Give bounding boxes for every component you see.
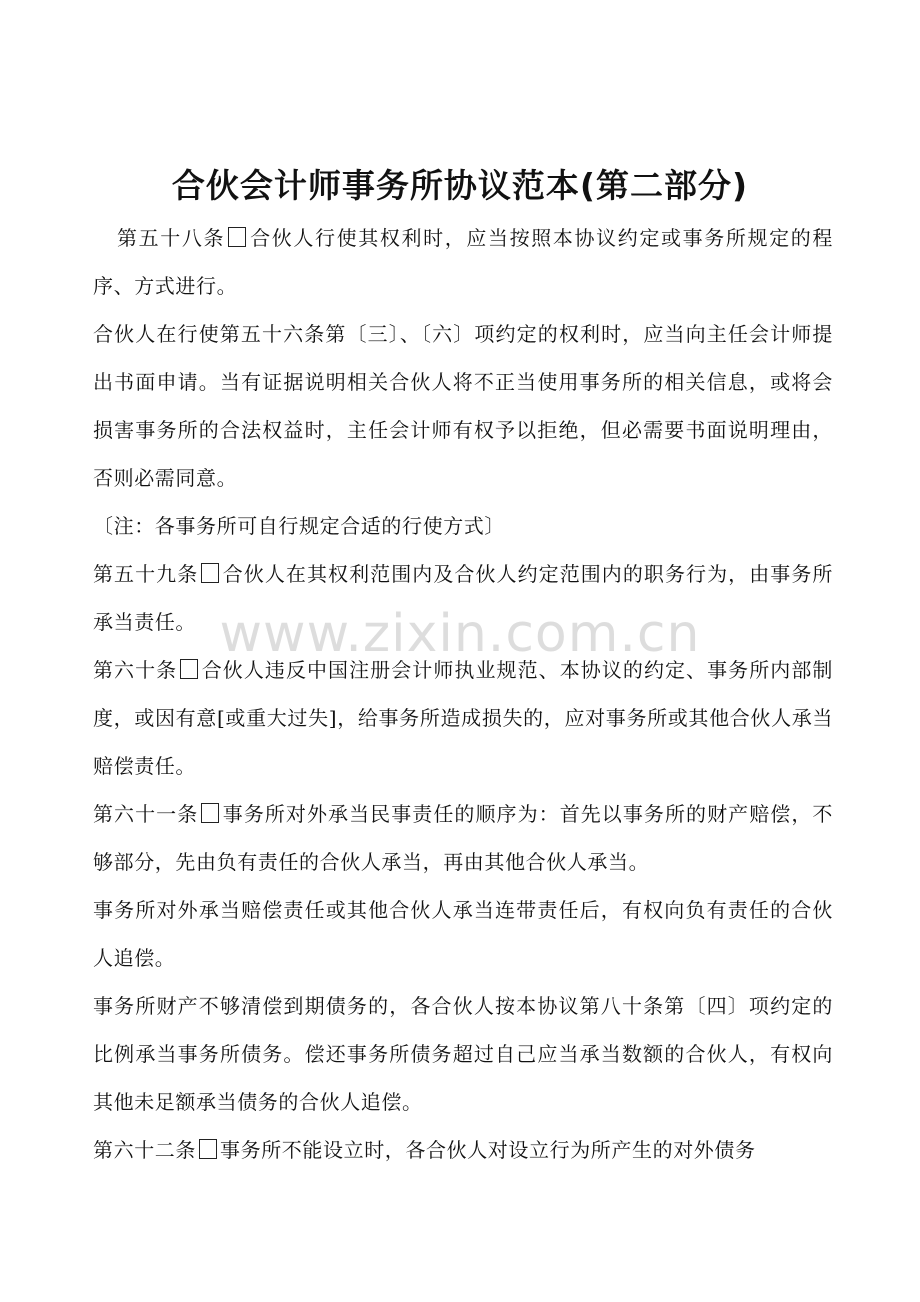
placeholder-box-icon xyxy=(199,1139,217,1159)
article-58-number: 第五十八条 xyxy=(117,226,226,250)
document-body xyxy=(93,214,833,1174)
article-60 xyxy=(93,646,833,790)
article-61 xyxy=(93,790,833,886)
watermark: www.zixin.com.cn xyxy=(219,604,701,664)
placeholder-box-icon xyxy=(228,227,246,247)
article-62 xyxy=(93,1126,833,1174)
note-paragraph: 〔注：各事务所可自行规定合适的行使方式〕 xyxy=(93,514,505,538)
document-title: 合伙会计师事务所协议范本(第二部分) xyxy=(171,166,749,205)
article-62-text: 事务所不能设立时，各合伙人对设立行为所产生的对外债务 xyxy=(220,1138,756,1162)
paragraph: 事务所对外承当赔偿责任或其他合伙人承当连带责任后，有权向负有责任的合伙人追偿。 xyxy=(93,898,833,970)
article-60-number: 第六十条 xyxy=(93,658,178,682)
article-59-number: 第五十九条 xyxy=(93,562,199,586)
paragraph: 事务所财产不够清偿到期债务的，各合伙人按本协议第八十条第〔四〕项约定的比例承当事务所债务。偿还事务所债务超过自己应当承当数额的合伙人，有权向其他未足额承当债务的合伙人追偿。 xyxy=(93,994,833,1114)
placeholder-box-icon xyxy=(201,803,219,823)
article-60-text: 合伙人违反中国注册会计师执业规范、本协议的约定、事务所内部制度，或因有意[或重大过失]，给事务所造成损失的，应对事务所或其他合伙人承当赔偿责任。 xyxy=(93,658,834,778)
article-61-number: 第六十一条 xyxy=(93,802,199,826)
article-61-text: 事务所对外承当民事责任的顺序为：首先以事务所的财产赔偿，不够部分，先由负有责任的合伙人承当，再由其他合伙人承当。 xyxy=(93,802,833,874)
article-59-text: 合伙人在其权利范围内及合伙人约定范围内的职务行为，由事务所承当责任。 xyxy=(93,562,833,634)
placeholder-box-icon xyxy=(201,563,219,583)
article-58 xyxy=(93,214,833,310)
paragraph: 合伙人在行使第五十六条第〔三〕、〔六〕项约定的权利时，应当向主任会计师提出书面申请。当有证据说明相关合伙人将不正当使用事务所的相关信息，或将会损害事务所的合法权益时，主任会计师有权予以拒绝，但必需要书面说明理由，否则必需同意。 xyxy=(93,322,833,490)
article-62-number: 第六十二条 xyxy=(93,1138,196,1162)
article-59 xyxy=(93,550,833,646)
article-58-text: 合伙人行使其权利时，应当按照本协议约定或事务所规定的程序、方式进行。 xyxy=(93,226,833,298)
placeholder-box-icon xyxy=(180,659,198,679)
